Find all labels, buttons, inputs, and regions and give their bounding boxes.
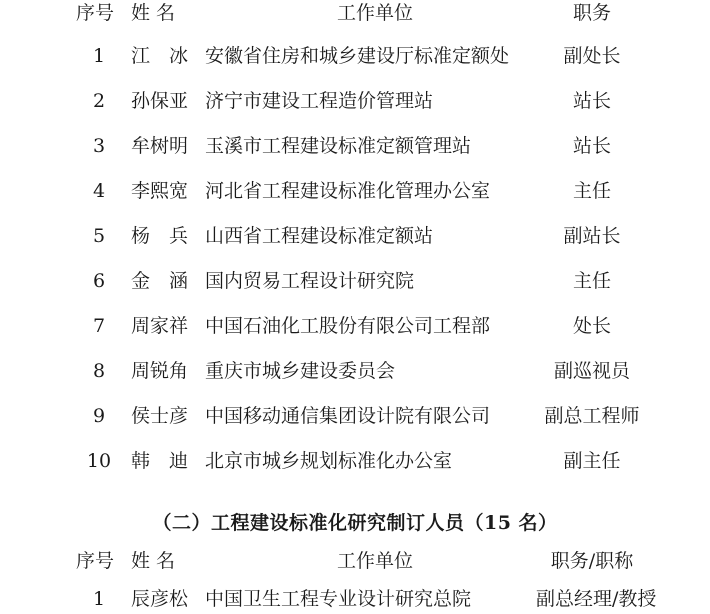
section-heading: （二）工程建设标准化研究制订人员（15 名） [152, 512, 558, 534]
row-unit: 济宁市建设工程造价管理站 [205, 90, 434, 112]
row-unit: 国内贸易工程设计研究院 [205, 270, 415, 292]
row-unit: 北京市城乡规划标准化办公室 [205, 450, 453, 472]
row-title: 副巡视员 [553, 360, 630, 382]
table-row [0, 41, 710, 71]
header-unit: 工作单位 [336, 2, 413, 24]
row-no: 8 [92, 360, 106, 382]
row-name: 周锐角 [131, 360, 189, 382]
row-no: 2 [92, 90, 106, 112]
table-row [0, 356, 710, 386]
table-row [0, 266, 710, 296]
table-row [0, 584, 710, 614]
table-row [0, 86, 710, 116]
row-title: 站长 [572, 135, 611, 157]
row-title: 处长 [572, 315, 611, 337]
header-name: 姓 名 [131, 550, 176, 572]
row-name: 李熙宽 [131, 180, 189, 202]
row-name: 周家祥 [131, 315, 189, 337]
row-name: 侯士彦 [131, 405, 189, 427]
row-no: 1 [92, 45, 106, 67]
row-title: 副总工程师 [544, 405, 640, 427]
row-title: 主任 [572, 180, 611, 202]
table-header [0, 0, 710, 28]
header-no: 序号 [76, 2, 115, 24]
row-name: 孙保亚 [131, 90, 189, 112]
row-name: 杨 兵 [131, 225, 189, 247]
row-name: 江 冰 [131, 45, 189, 67]
row-no: 4 [92, 180, 106, 202]
row-name: 金 涵 [131, 270, 189, 292]
row-name: 牟树明 [131, 135, 189, 157]
row-unit: 安徽省住房和城乡建设厅标准定额处 [205, 45, 510, 67]
row-title: 副主任 [563, 450, 621, 472]
header-unit: 工作单位 [336, 550, 413, 572]
row-no: 3 [92, 135, 106, 157]
row-unit: 山西省工程建设标准定额站 [205, 225, 434, 247]
header-no: 序号 [76, 550, 115, 572]
row-unit: 中国移动通信集团设计院有限公司 [205, 405, 491, 427]
header-name: 姓 名 [131, 2, 176, 24]
row-no: 9 [92, 405, 106, 427]
table-row [0, 446, 710, 476]
table-row [0, 311, 710, 341]
row-name: 韩 迪 [131, 450, 189, 472]
row-no: 7 [92, 315, 106, 337]
row-no: 10 [86, 450, 112, 472]
row-unit: 中国卫生工程专业设计研究总院 [205, 588, 472, 610]
row-no: 6 [92, 270, 106, 292]
header-title: 职务 [572, 2, 611, 24]
row-title: 主任 [572, 270, 611, 292]
row-unit: 重庆市城乡建设委员会 [205, 360, 396, 382]
row-name: 辰彦松 [131, 588, 189, 610]
row-title: 站长 [572, 90, 611, 112]
table-row [0, 131, 710, 161]
row-unit: 玉溪市工程建设标准定额管理站 [205, 135, 472, 157]
row-title: 副总经理/教授 [536, 588, 657, 610]
table-row [0, 401, 710, 431]
row-title: 副站长 [563, 225, 621, 247]
row-unit: 中国石油化工股份有限公司工程部 [205, 315, 491, 337]
table-row [0, 221, 710, 251]
row-unit: 河北省工程建设标准化管理办公室 [205, 180, 491, 202]
row-no: 5 [92, 225, 106, 247]
header-title: 职务/职称 [550, 550, 634, 572]
row-no: 1 [92, 588, 106, 610]
table-row [0, 176, 710, 206]
table-header [0, 546, 710, 576]
table-row-partial [0, 584, 710, 614]
row-title: 副处长 [563, 45, 621, 67]
